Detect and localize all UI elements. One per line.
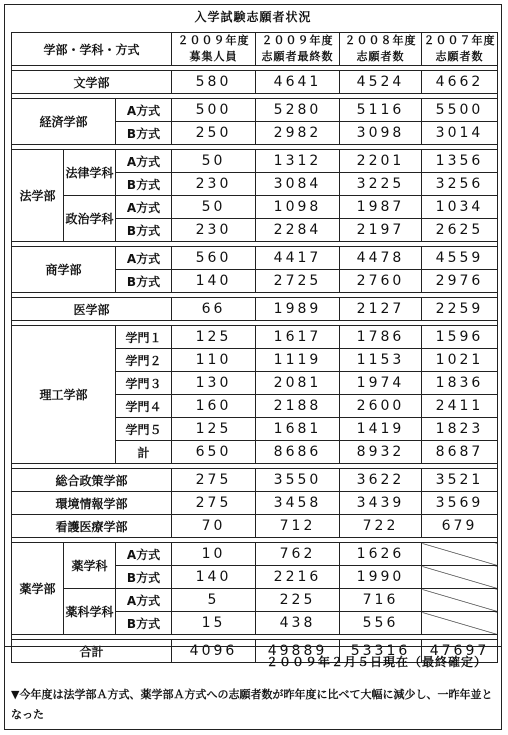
table-row bbox=[12, 589, 498, 612]
empty-cell bbox=[422, 612, 498, 635]
method-label: B方式 bbox=[116, 122, 172, 145]
value-cell: 580 bbox=[172, 71, 256, 94]
value-cell: 1617 bbox=[256, 326, 340, 349]
value-cell: 3098 bbox=[340, 122, 422, 145]
table-row bbox=[12, 326, 498, 349]
table-row bbox=[12, 298, 498, 321]
method-label: A方式 bbox=[116, 543, 172, 566]
total-label: 合計 bbox=[12, 640, 172, 663]
value-cell: 250 bbox=[172, 122, 256, 145]
table-header-row bbox=[12, 33, 498, 66]
value-cell: 1786 bbox=[340, 326, 422, 349]
value-cell: 125 bbox=[172, 418, 256, 441]
value-cell: 3439 bbox=[340, 492, 422, 515]
value-cell: 560 bbox=[172, 247, 256, 270]
value-cell: 2760 bbox=[340, 270, 422, 293]
group-label: 学門２ bbox=[116, 349, 172, 372]
method-label: B方式 bbox=[116, 612, 172, 635]
value-cell: 66 bbox=[172, 298, 256, 321]
faculty-label: 経済学部 bbox=[12, 99, 116, 145]
table-row bbox=[12, 469, 498, 492]
value-cell: 5116 bbox=[340, 99, 422, 122]
value-cell: 722 bbox=[340, 515, 422, 538]
value-cell: 1119 bbox=[256, 349, 340, 372]
value-cell: 3225 bbox=[340, 173, 422, 196]
method-label: B方式 bbox=[116, 270, 172, 293]
value-cell: 230 bbox=[172, 173, 256, 196]
table-title: 入学試験志願者状況 bbox=[194, 10, 312, 24]
group-label: 学門１ bbox=[116, 326, 172, 349]
table-row bbox=[12, 196, 498, 219]
value-cell: 2982 bbox=[256, 122, 340, 145]
group-label: 学門５ bbox=[116, 418, 172, 441]
value-cell: 4559 bbox=[422, 247, 498, 270]
value-cell: 140 bbox=[172, 566, 256, 589]
value-cell: 4641 bbox=[256, 71, 340, 94]
value-cell: 2188 bbox=[256, 395, 340, 418]
value-cell: 1990 bbox=[340, 566, 422, 589]
value-cell: 275 bbox=[172, 492, 256, 515]
value-cell: 8687 bbox=[422, 441, 498, 464]
value-cell: 3550 bbox=[256, 469, 340, 492]
value-cell: 4524 bbox=[340, 71, 422, 94]
value-cell: 1681 bbox=[256, 418, 340, 441]
value-cell: 70 bbox=[172, 515, 256, 538]
value-cell: 4662 bbox=[422, 71, 498, 94]
value-cell: 1356 bbox=[422, 150, 498, 173]
faculty-label: 環境情報学部 bbox=[12, 492, 172, 515]
value-cell: 2976 bbox=[422, 270, 498, 293]
table-row bbox=[12, 247, 498, 270]
value-cell: 679 bbox=[422, 515, 498, 538]
faculty-label: 理工学部 bbox=[12, 326, 116, 464]
method-label: A方式 bbox=[116, 589, 172, 612]
value-cell: 2216 bbox=[256, 566, 340, 589]
value-cell: 230 bbox=[172, 219, 256, 242]
value-cell: 716 bbox=[340, 589, 422, 612]
table-row bbox=[12, 492, 498, 515]
value-cell: 49889 bbox=[256, 640, 340, 663]
value-cell: 110 bbox=[172, 349, 256, 372]
value-cell: 2081 bbox=[256, 372, 340, 395]
method-label: B方式 bbox=[116, 566, 172, 589]
value-cell: 53316 bbox=[340, 640, 422, 663]
value-cell: 5 bbox=[172, 589, 256, 612]
faculty-label: 薬学部 bbox=[12, 543, 64, 635]
value-cell: 47697 bbox=[422, 640, 498, 663]
value-cell: 4096 bbox=[172, 640, 256, 663]
value-cell: 1034 bbox=[422, 196, 498, 219]
value-cell: 3256 bbox=[422, 173, 498, 196]
value-cell: 2725 bbox=[256, 270, 340, 293]
value-cell: 4478 bbox=[340, 247, 422, 270]
group-label: 学門４ bbox=[116, 395, 172, 418]
faculty-label: 総合政策学部 bbox=[12, 469, 172, 492]
value-cell: 1974 bbox=[340, 372, 422, 395]
value-cell: 8932 bbox=[340, 441, 422, 464]
value-cell: 1312 bbox=[256, 150, 340, 173]
value-cell: 15 bbox=[172, 612, 256, 635]
value-cell: 275 bbox=[172, 469, 256, 492]
value-cell: 762 bbox=[256, 543, 340, 566]
value-cell: 1626 bbox=[340, 543, 422, 566]
value-cell: 1021 bbox=[422, 349, 498, 372]
header-col: ２００７年度 志願者数 bbox=[422, 33, 498, 66]
method-label: A方式 bbox=[116, 196, 172, 219]
value-cell: 650 bbox=[172, 441, 256, 464]
value-cell: 2411 bbox=[422, 395, 498, 418]
faculty-label: 商学部 bbox=[12, 247, 116, 293]
value-cell: 3521 bbox=[422, 469, 498, 492]
value-cell: 1823 bbox=[422, 418, 498, 441]
header-col: ２００８年度 志願者数 bbox=[340, 33, 422, 66]
value-cell: 4417 bbox=[256, 247, 340, 270]
value-cell: 1836 bbox=[422, 372, 498, 395]
table-row bbox=[12, 71, 498, 94]
header-label: 学部・学科・方式 bbox=[12, 33, 172, 66]
header-col: ２００９年度 募集人員 bbox=[172, 33, 256, 66]
department-label: 法律学科 bbox=[64, 150, 116, 196]
value-cell: 50 bbox=[172, 196, 256, 219]
value-cell: 1153 bbox=[340, 349, 422, 372]
faculty-label: 法学部 bbox=[12, 150, 64, 242]
empty-cell bbox=[422, 589, 498, 612]
department-label: 薬科学科 bbox=[64, 589, 116, 635]
value-cell: 5500 bbox=[422, 99, 498, 122]
value-cell: 3622 bbox=[340, 469, 422, 492]
value-cell: 3084 bbox=[256, 173, 340, 196]
subtotal-label: 計 bbox=[116, 441, 172, 464]
value-cell: 160 bbox=[172, 395, 256, 418]
value-cell: 712 bbox=[256, 515, 340, 538]
department-label: 政治学科 bbox=[64, 196, 116, 242]
method-label: A方式 bbox=[116, 247, 172, 270]
table-row bbox=[12, 99, 498, 122]
value-cell: 1419 bbox=[340, 418, 422, 441]
method-label: B方式 bbox=[116, 219, 172, 242]
method-label: A方式 bbox=[116, 99, 172, 122]
divider bbox=[5, 646, 501, 647]
value-cell: 2284 bbox=[256, 219, 340, 242]
department-label: 薬学科 bbox=[64, 543, 116, 589]
value-cell: 2259 bbox=[422, 298, 498, 321]
value-cell: 3569 bbox=[422, 492, 498, 515]
table-row bbox=[12, 543, 498, 566]
group-label: 学門３ bbox=[116, 372, 172, 395]
value-cell: 500 bbox=[172, 99, 256, 122]
value-cell: 556 bbox=[340, 612, 422, 635]
faculty-label: 医学部 bbox=[12, 298, 172, 321]
value-cell: 1596 bbox=[422, 326, 498, 349]
value-cell: 2127 bbox=[340, 298, 422, 321]
value-cell: 438 bbox=[256, 612, 340, 635]
value-cell: 1989 bbox=[256, 298, 340, 321]
value-cell: 50 bbox=[172, 150, 256, 173]
value-cell: 2197 bbox=[340, 219, 422, 242]
table-row bbox=[12, 150, 498, 173]
faculty-label: 看護医療学部 bbox=[12, 515, 172, 538]
value-cell: 3014 bbox=[422, 122, 498, 145]
value-cell: 2201 bbox=[340, 150, 422, 173]
value-cell: 8686 bbox=[256, 441, 340, 464]
value-cell: 140 bbox=[172, 270, 256, 293]
empty-cell bbox=[422, 543, 498, 566]
faculty-label: 文学部 bbox=[12, 71, 172, 94]
footnote: ▼今年度は法学部Ａ方式、薬学部Ａ方式への志願者数が昨年度に比べて大幅に減少し、一昨年並となった bbox=[11, 688, 493, 721]
table-row bbox=[12, 515, 498, 538]
value-cell: 5280 bbox=[256, 99, 340, 122]
method-label: A方式 bbox=[116, 150, 172, 173]
date-note: ２００９年２月５日現在（最終確定） bbox=[265, 655, 487, 669]
header-col: ２００９年度 志願者最終数 bbox=[256, 33, 340, 66]
applicant-table bbox=[11, 32, 498, 663]
value-cell: 225 bbox=[256, 589, 340, 612]
value-cell: 3458 bbox=[256, 492, 340, 515]
value-cell: 10 bbox=[172, 543, 256, 566]
value-cell: 1987 bbox=[340, 196, 422, 219]
value-cell: 130 bbox=[172, 372, 256, 395]
value-cell: 125 bbox=[172, 326, 256, 349]
value-cell: 1098 bbox=[256, 196, 340, 219]
value-cell: 2600 bbox=[340, 395, 422, 418]
method-label: B方式 bbox=[116, 173, 172, 196]
empty-cell bbox=[422, 566, 498, 589]
figure-frame bbox=[4, 4, 502, 730]
value-cell: 2625 bbox=[422, 219, 498, 242]
